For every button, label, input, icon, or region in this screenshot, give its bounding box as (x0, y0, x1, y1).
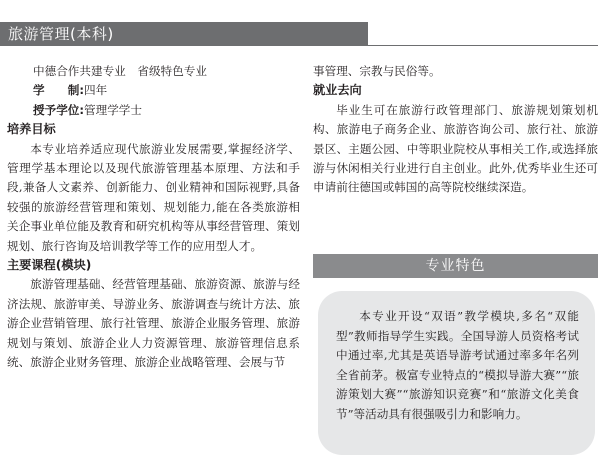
degree-label: 授予学位: (33, 102, 85, 117)
career-heading: 就业去向 (313, 83, 362, 98)
duration-label: 学 制: (33, 83, 85, 98)
program-meta (7, 62, 300, 120)
features-body: 本专业开设“双语”教学模块,多名“双能型”教师指导学生实践。全国导游人员资格考试中通过率,尤其是英语导游考试通过率多年名列全省前茅。极富专业特点的“模拟导游大赛”“旅游策划大赛”“旅游知识竞赛”和“旅游文化美食节”等活动具有很强吸引力和影响力。 (336, 309, 579, 421)
program-tags: 中德合作共建专业 省级特色专业 (33, 64, 207, 78)
degree-value: 管理学学士 (84, 102, 142, 117)
page-title: 旅游管理(本科) (8, 25, 114, 43)
objective-body: 本专业培养适应现代旅游业发展需要,掌握经济学、管理学基本理论以及现代旅游管理基本原理、方法和手段,兼备人文素养、创新能力、创业精神和国际视野,具备较强的旅游经营管理和策划、规划能力,能在各类旅游相关企事业单位能及教育和研究机构等从事经营管理、策划规划、旅行咨询及培训教学等工作的应用型人才。 (7, 141, 300, 253)
features-heading: 专业特色 (425, 258, 486, 274)
objective-heading: 培养目标 (7, 122, 56, 137)
duration-value: 四年 (84, 83, 108, 98)
degree-line (33, 101, 300, 120)
left-column (7, 62, 300, 373)
career-body: 毕业生可在旅游行政管理部门、旅游规划策划机构、旅游电子商务企业、旅游咨询公司、旅行社、旅游景区、主题公园、中等职业院校从事相关工作,或选择旅游与休闲相关行业进行自主创业。此外,优秀毕业生还可申请前往德国或韩国的高等院校继续深造。 (313, 102, 598, 195)
courses-body-continued: 事管理、宗教与民俗等。 (313, 64, 441, 78)
features-box (318, 291, 595, 455)
duration-line (33, 81, 300, 100)
header-divider-line (368, 45, 598, 46)
courses-heading: 主要课程(模块) (7, 258, 92, 273)
features-heading-bar (313, 254, 598, 278)
courses-body: 旅游管理基础、经营管理基础、旅游资源、旅游与经济法规、旅游审美、导游业务、旅游调查与统计方法、旅游企业营销管理、旅行社管理、旅游企业服务管理、旅游规划与策划、旅游企业人力资源管理、旅游管理信息系统、旅游企业财务管理、旅游企业战略管理、会展与节 (7, 277, 300, 370)
section-header-bar (0, 22, 368, 46)
right-column (313, 62, 598, 198)
